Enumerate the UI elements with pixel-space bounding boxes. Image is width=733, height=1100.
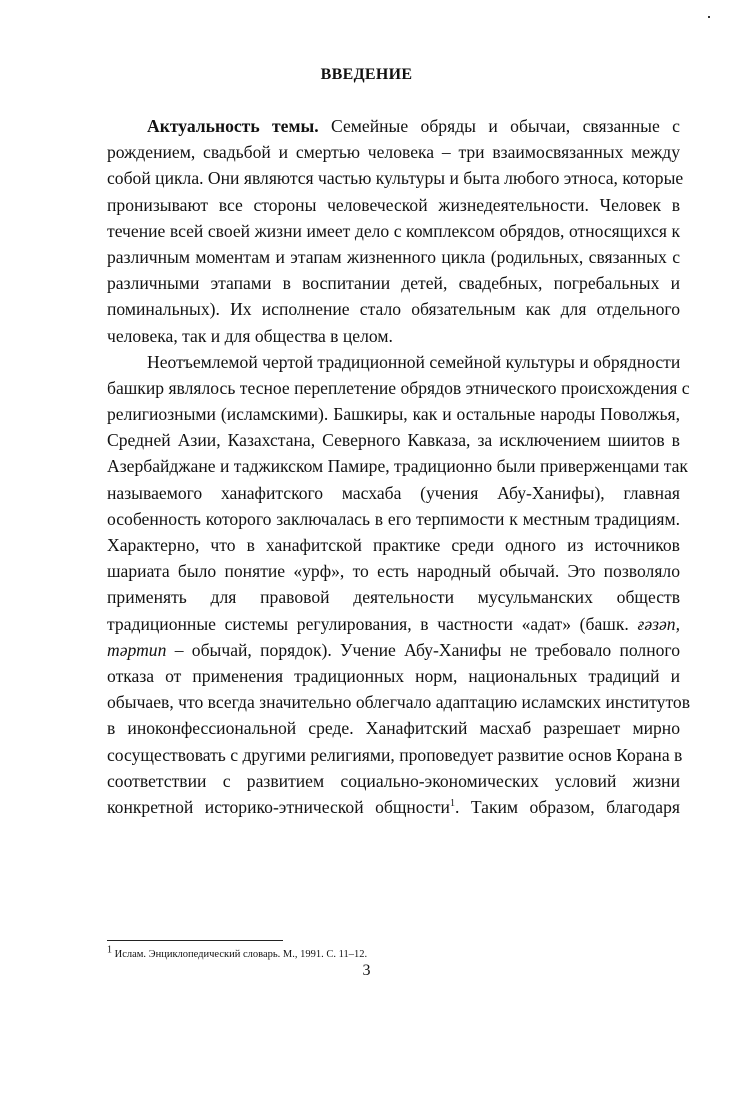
paragraph-1-line: течение всей своей жизни имеет дело с комплексом обрядов, относящихся к xyxy=(107,220,680,241)
footnote-reference[interactable]: 1 xyxy=(449,798,455,810)
paragraph-2-line: особенность которого заключалась в его терпимости к местным традициям. xyxy=(107,508,680,529)
paragraph-2-line: Неотъемлемой чертой традиционной семейной культуры и обрядности xyxy=(147,351,681,372)
page-heading: ВВЕДЕНИЕ xyxy=(320,66,413,83)
paragraph-1-line: рождением, свадьбой и смертью человека – три взаимосвязанных между xyxy=(107,142,680,163)
paragraph-2-line: шариата было понятие «урф», то есть народный обычай. Это позволяло xyxy=(107,561,680,582)
paragraph-2-line: применять для правовой деятельности мусульманских обществ xyxy=(107,587,680,608)
paragraph-2-line: религиозными (исламскими). Башкиры, как и остальные народы Поволжья, xyxy=(107,404,680,425)
paragraph-1-line: собой цикла. Они являются частью культуры и быта любого этноса, которые xyxy=(107,168,684,189)
footnote-marker: 1 xyxy=(107,944,112,956)
bashkir-term: ғәзәп, xyxy=(637,613,680,634)
scan-speck xyxy=(708,16,710,18)
paragraph-2-line: башкир являлось тесное переплетение обрядов этнического происхождения с xyxy=(107,377,690,398)
paragraph-1-line: различным моментам и этапам жизненного цикла (родильных, связанных с xyxy=(107,246,680,267)
paragraph-1-line: человека, так и для общества в целом. xyxy=(107,325,393,346)
footnote-divider xyxy=(107,940,283,941)
paragraph-2-line: Характерно, что в ханафитской практике среди одного из источников xyxy=(107,535,680,555)
topic-relevance-label: Актуальность темы. xyxy=(147,116,319,136)
paragraph-1-line-1: Актуальность темы. Семейные обряды и обычаи, связанные с xyxy=(147,116,680,136)
paragraph-1-line: пронизывают все стороны человеческой жизнедеятельности. Человек в xyxy=(107,194,680,215)
footnote xyxy=(107,944,368,961)
paragraph-2-line: соответствии с развитием социально-экономических условий жизни xyxy=(107,770,680,791)
paragraph-2-line: в иноконфессиональной среде. Ханафитский масхаб разрешает мирно xyxy=(107,718,680,739)
paragraph-2-line-tartip: тәртип – обычай, порядок). Учение Абу-Ханифы не требовало полного xyxy=(107,639,680,660)
page-number: 3 xyxy=(362,962,371,979)
paragraph-2-line-adat: традиционные системы регулирования, в частности «адат» (башк. ғәзәп, xyxy=(107,613,680,634)
paragraph-2-line: сосуществовать с другими религиями, проповедует развитие основ Корана в xyxy=(107,744,683,765)
paragraph-2-line: Азербайджане и таджикском Памире, традиционно были приверженцами так xyxy=(107,456,688,477)
bashkir-term: тәртип xyxy=(107,639,167,660)
paragraph-1-line: различными этапами в воспитании детей, свадебных, погребальных и xyxy=(107,273,680,294)
body-text xyxy=(107,113,691,820)
paragraph-2-line: обычаев, что всегда значительно облегчало адаптацию исламских институтов xyxy=(107,692,691,713)
footnote-text: Ислам. Энциклопедический словарь. М., 1991. С. 11–12. xyxy=(112,949,368,960)
paragraph-2-line: называемого ханафитского масхаба (учения Абу-Ханифы), главная xyxy=(107,482,680,503)
paragraph-2-line-last: конкретной историко-этнической общности$^1$. Таким образом, благодаря xyxy=(107,796,680,817)
paragraph-1-line: поминальных). Их исполнение стало обязательным как для отдельного xyxy=(107,299,680,320)
paragraph-2-line: Средней Азии, Казахстана, Северного Кавказа, за исключением шиитов в xyxy=(107,430,680,451)
paragraph-2-line: отказа от применения традиционных норм, национальных традиций и xyxy=(107,665,680,686)
